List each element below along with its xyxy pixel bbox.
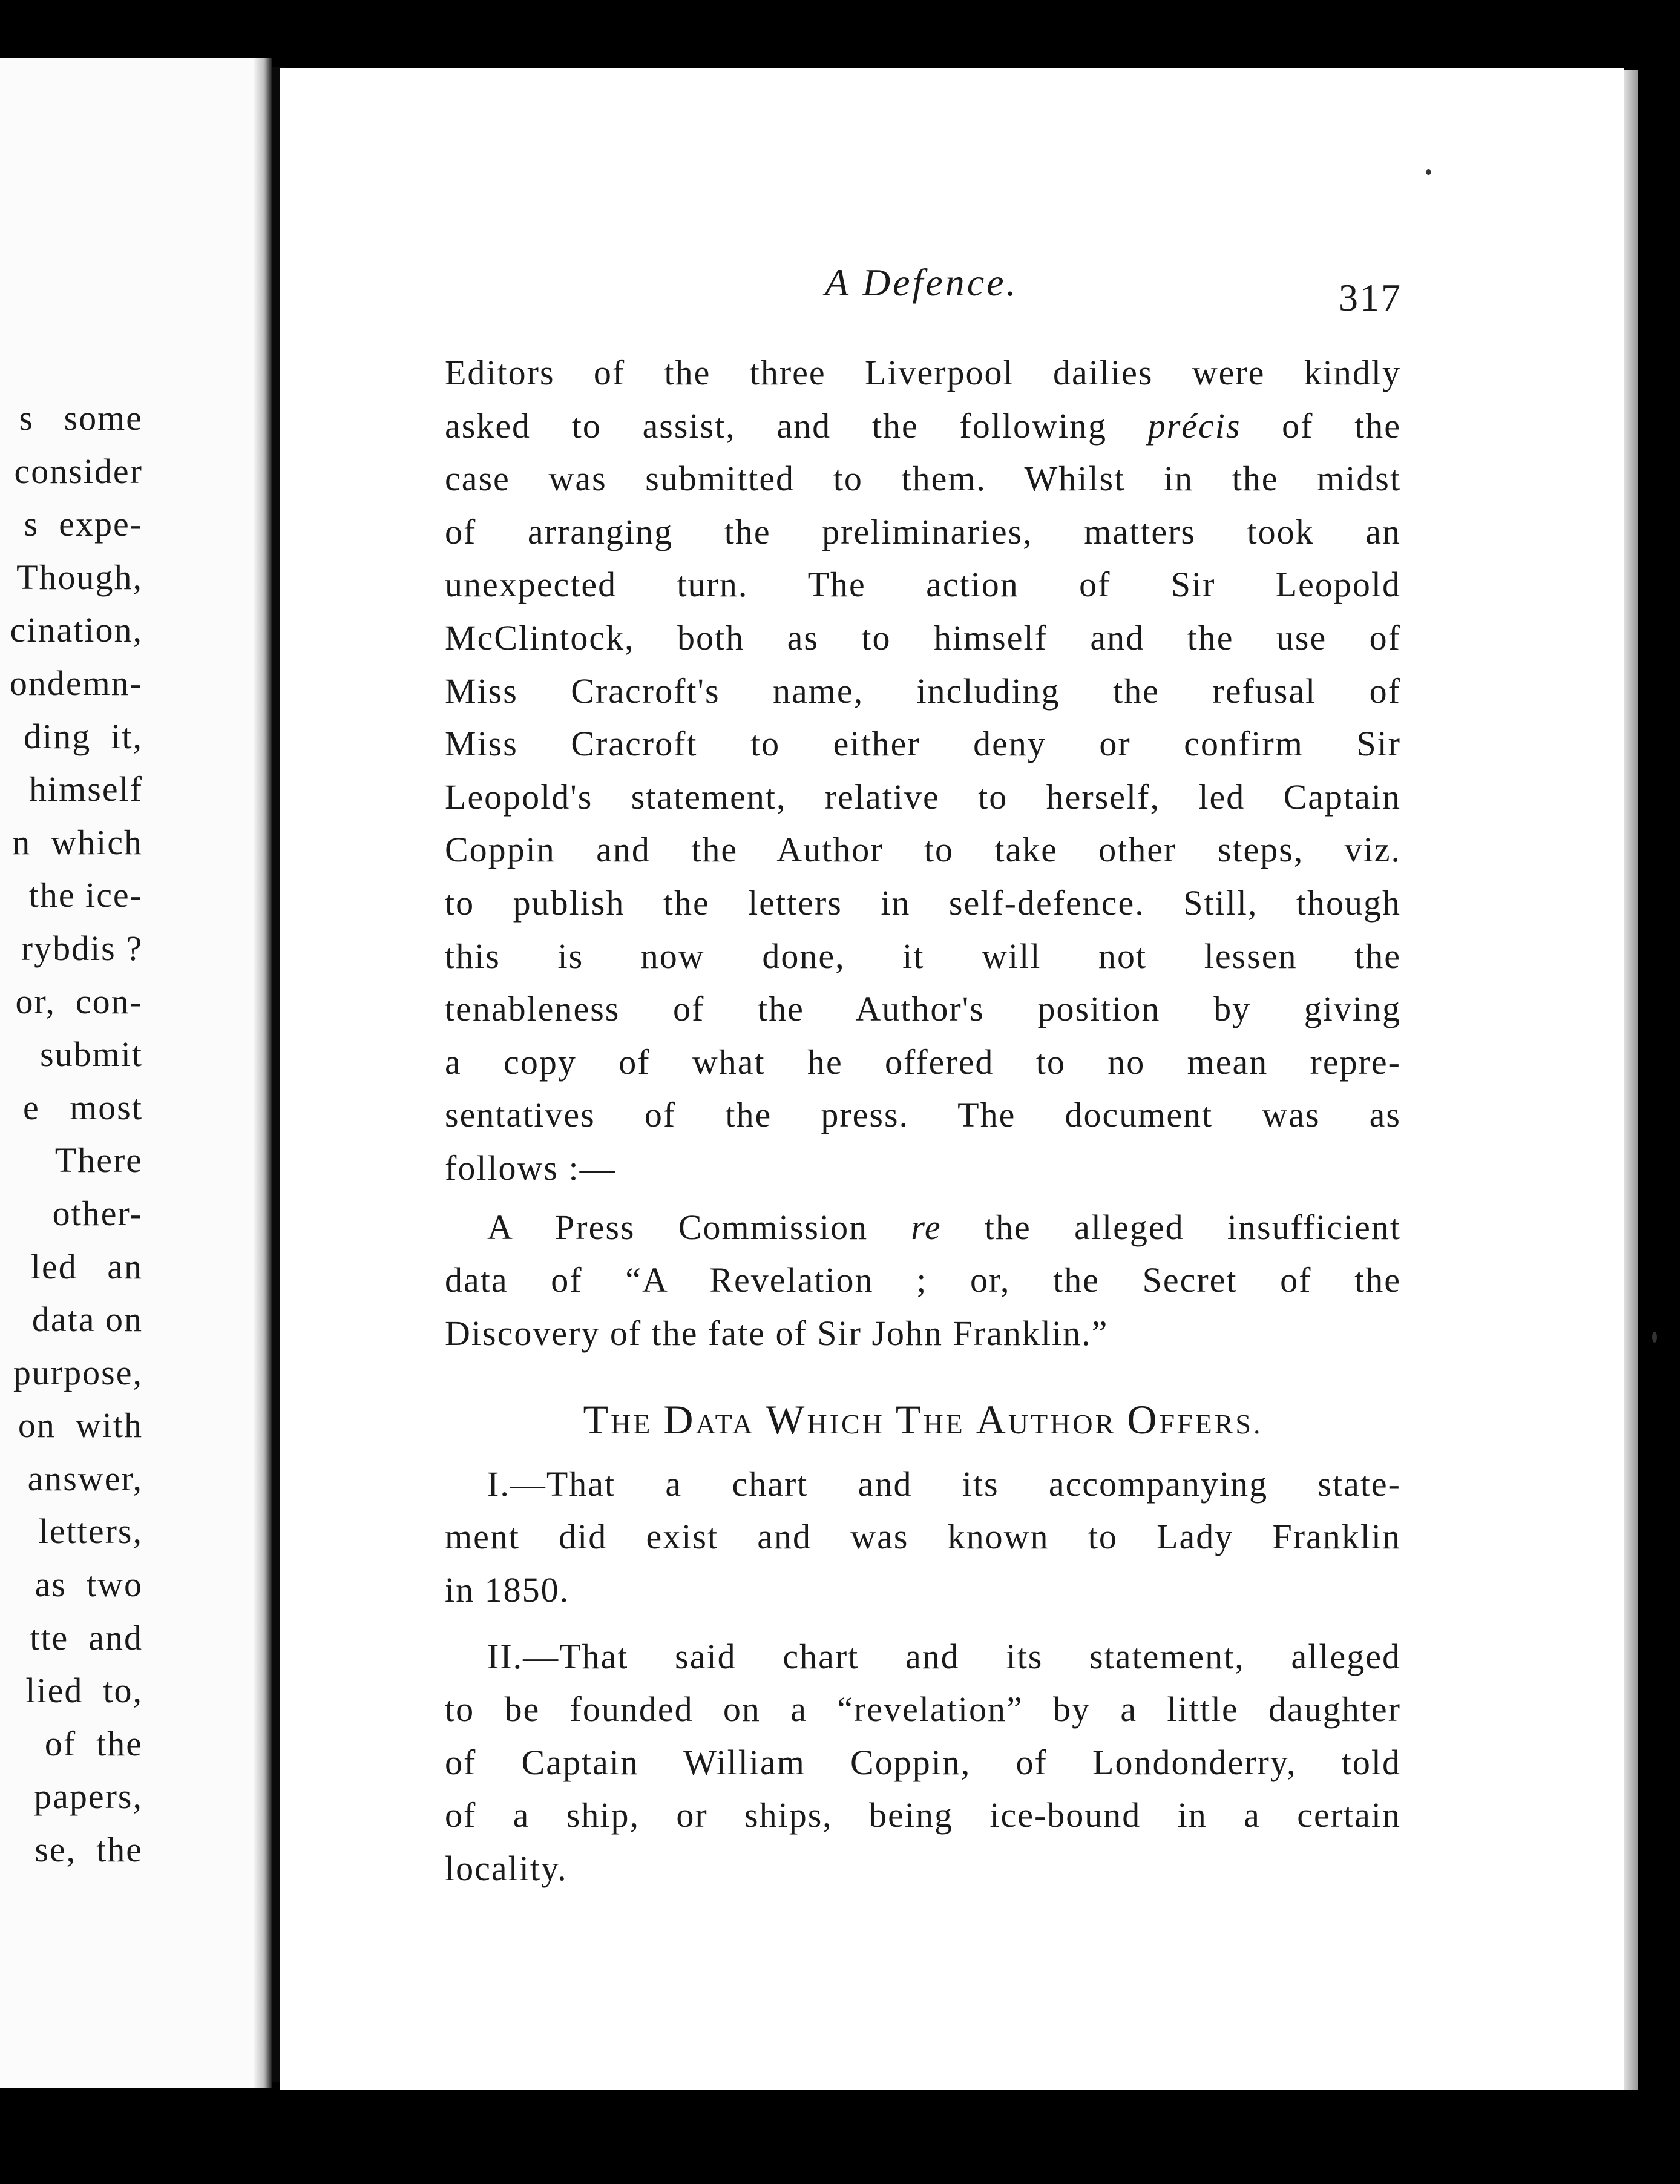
- left-page-line: consider: [14, 451, 143, 491]
- text-line: asked to assist, and the following précis of the: [445, 406, 1401, 446]
- left-page-line: Though,: [16, 557, 143, 597]
- left-page-line: e most: [22, 1087, 143, 1127]
- text-line: follows :—: [445, 1148, 616, 1188]
- paper-speck: [1652, 1332, 1657, 1343]
- left-page-line: of the: [44, 1723, 143, 1763]
- gutter-shadow: [254, 58, 272, 2088]
- text-line: to publish the letters in self-defence. Still, though: [445, 883, 1401, 923]
- paragraph-2: [445, 1201, 1401, 1360]
- text-line: to be founded on a “revelation” by a little daughter: [445, 1689, 1401, 1729]
- left-page-line: data on: [31, 1300, 143, 1340]
- text-line: McClintock, both as to himself and the use of: [445, 617, 1401, 657]
- paragraph-1: [445, 346, 1401, 1195]
- list-item-1: [445, 1458, 1401, 1617]
- text-line: case was submitted to them. Whilst in the midst: [445, 459, 1401, 499]
- left-page: [0, 58, 254, 2088]
- left-page-line: There: [54, 1140, 143, 1180]
- left-page-line: se, the: [34, 1830, 143, 1870]
- left-page-line: the ice-: [28, 875, 143, 915]
- paper-speck: [1426, 169, 1431, 175]
- text-line: Discovery of the fate of Sir John Franklin.”: [445, 1313, 1109, 1353]
- left-page-line: on with: [18, 1406, 143, 1446]
- left-page-line: or, con-: [15, 981, 143, 1021]
- text-line: a copy of what he offered to no mean repre-: [445, 1042, 1401, 1082]
- left-page-line: lied to,: [25, 1671, 143, 1711]
- left-page-line: led an: [30, 1246, 143, 1286]
- text-line: in 1850.: [445, 1570, 570, 1610]
- left-page-line: submit: [40, 1034, 143, 1074]
- text-line: Miss Cracroft's name, including the refusal of: [445, 671, 1401, 711]
- section-heading: THE DATA WHICH THE AUTHOR OFFERS.: [583, 1396, 1263, 1443]
- page-edge: [1624, 70, 1638, 2090]
- text-line: of Captain William Coppin, of Londonderry, told: [445, 1742, 1401, 1782]
- left-page-line: other-: [52, 1193, 143, 1233]
- left-page-line: s some: [19, 398, 143, 438]
- text-line: locality.: [445, 1849, 568, 1889]
- text-line: ment did exist and was known to Lady Franklin: [445, 1517, 1401, 1557]
- left-page-line: tte and: [30, 1617, 143, 1657]
- left-page-line: rybdis ?: [21, 928, 143, 968]
- left-page-line: letters,: [38, 1511, 143, 1551]
- text-line: II.—That said chart and its statement, alleged: [487, 1636, 1401, 1676]
- left-page-line: as two: [34, 1565, 143, 1605]
- left-page-line: s expe-: [24, 504, 143, 544]
- text-line: of a ship, or ships, being ice-bound in a certain: [445, 1795, 1401, 1835]
- text-line: Miss Cracroft to either deny or confirm Sir: [445, 724, 1401, 764]
- body-text: [445, 346, 1401, 1895]
- left-page-line: ondemn-: [9, 663, 143, 703]
- left-page-line: answer,: [27, 1458, 143, 1498]
- text-line: this is now done, it will not lessen the: [445, 936, 1401, 976]
- left-page-line: papers,: [34, 1777, 143, 1817]
- text-line: Leopold's statement, relative to herself, led Captain: [445, 777, 1401, 817]
- left-page-line: himself: [29, 769, 143, 809]
- list-item-2: [445, 1630, 1401, 1895]
- text-line: of arranging the preliminaries, matters took an: [445, 511, 1401, 551]
- text-line: Coppin and the Author to take other steps, viz.: [445, 830, 1401, 870]
- text-line: I.—That a chart and its accompanying state-: [487, 1464, 1401, 1504]
- left-page-line: purpose,: [13, 1352, 143, 1392]
- text-line: data of “A Revelation ; or, the Secret of the: [445, 1260, 1401, 1300]
- left-page-text: [10, 392, 143, 1876]
- text-line: A Press Commission re the alleged insufficient: [487, 1207, 1401, 1247]
- left-page-line: ding it,: [24, 716, 143, 756]
- left-page-line: cination,: [10, 610, 143, 650]
- text-line: sentatives of the press. The document was as: [445, 1095, 1401, 1135]
- text-line: Editors of the three Liverpool dailies were kindly: [445, 353, 1401, 392]
- running-head: A Defence.: [825, 261, 1019, 304]
- text-line: unexpected turn. The action of Sir Leopold: [445, 565, 1401, 605]
- text-line: tenableness of the Author's position by giving: [445, 989, 1401, 1029]
- left-page-line: n which: [12, 822, 143, 862]
- page-number: 317: [1339, 276, 1402, 319]
